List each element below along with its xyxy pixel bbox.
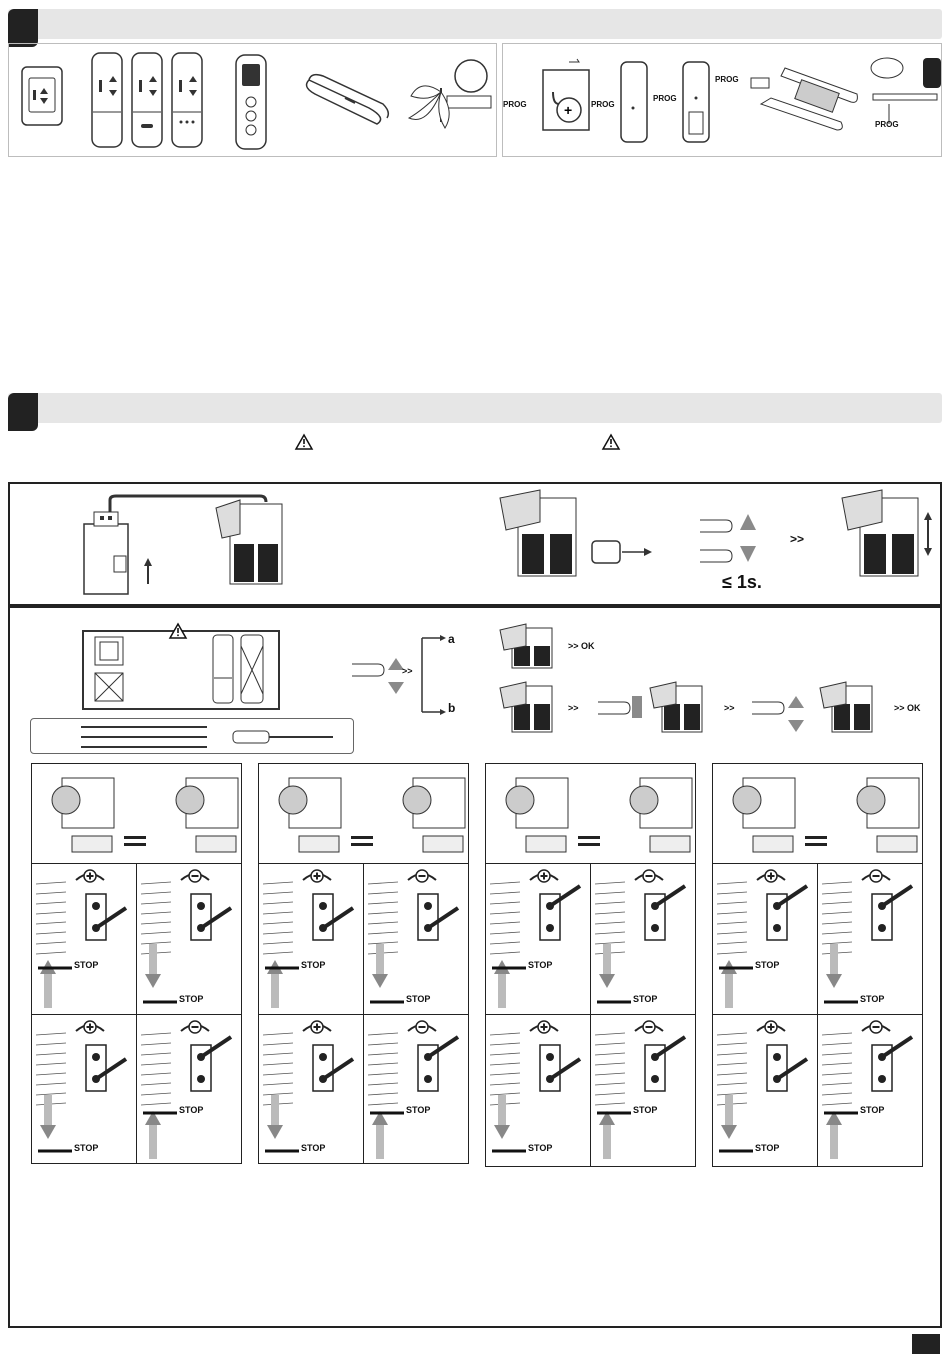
stop-label: STOP: [179, 994, 204, 1004]
section-2-marker: [8, 393, 38, 431]
warning-triangle-icon: [169, 623, 187, 639]
stop-label: STOP: [74, 1143, 99, 1153]
motor-head-comparison-icon: [713, 764, 922, 862]
power-on-check-panel: [8, 482, 942, 606]
ok-label-b: >> OK: [894, 703, 921, 713]
stop-label: STOP: [528, 1143, 553, 1153]
minus-limit-adjust-icon: [364, 1015, 468, 1163]
adjustment-rods-icon: [77, 723, 217, 749]
page-number-block: [912, 1334, 940, 1354]
shutter-up-icon: [496, 622, 556, 672]
stop-label: STOP: [528, 960, 553, 970]
prog-label-4: PROG: [715, 75, 739, 84]
arrow-pair-label-3: >>: [568, 703, 579, 713]
plus-limit-adjust-icon: [32, 864, 136, 1012]
branch-connector-icon: [420, 630, 450, 720]
switch-ok-icon: [94, 636, 124, 666]
motor-head-comparison-icon: [486, 764, 695, 862]
prog-label-5: PROG: [875, 120, 899, 129]
plus-limit-adjust-icon: [259, 1015, 363, 1163]
stop-label: STOP: [633, 994, 658, 1004]
stop-label: STOP: [406, 1105, 431, 1115]
stop-label: STOP: [74, 960, 99, 970]
shutter-awning-icon: [500, 488, 580, 578]
hand-press-updown-icon: [350, 650, 410, 700]
motor-head-comparison-icon: [259, 764, 468, 862]
minus-limit-adjust-icon: [818, 1015, 922, 1163]
section-1-bar: [8, 9, 942, 39]
sensor-module-icon: [299, 68, 391, 128]
minus-limit-adjust-icon: [364, 864, 468, 1012]
remote-not-allowed-icon: [240, 634, 264, 704]
wind-sensor-icon: [401, 52, 493, 148]
handheld-back-icon: [681, 54, 711, 146]
wall-switch-back-icon: [531, 60, 591, 140]
timing-label: ≤ 1s.: [722, 572, 762, 592]
press-button-icon: [590, 539, 660, 565]
prog-label-3: PROG: [653, 94, 677, 103]
option-a-label: a: [448, 632, 455, 646]
ok-label-a: >> OK: [568, 641, 595, 651]
stop-label: STOP: [301, 1143, 326, 1153]
prog-label-2: PROG: [591, 100, 615, 109]
hand-press-updown-icon: [750, 688, 810, 738]
minus-limit-adjust-icon: [591, 1015, 695, 1163]
minus-limit-adjust-icon: [591, 864, 695, 1012]
screwdriver-icon: [229, 727, 339, 747]
plus-limit-adjust-icon: [32, 1015, 136, 1163]
handheld-display-remote-icon: [235, 54, 267, 150]
plus-limit-adjust-icon: [259, 864, 363, 1012]
stop-label: STOP: [860, 1105, 885, 1115]
din-receiver-icon: [80, 494, 320, 600]
compatible-controls-panel: [8, 43, 497, 157]
shutter-moving-icon: [832, 488, 936, 578]
stop-label: STOP: [755, 960, 780, 970]
arrow-pair-label-4: >>: [724, 703, 735, 713]
motor-head-comparison-icon: [32, 764, 241, 862]
prog-label-1: PROG: [503, 100, 527, 109]
remote-back-icon: [619, 54, 649, 146]
prog-button-location-panel: [502, 43, 942, 157]
svg-text:+: +: [564, 102, 573, 118]
motor-grid-3: [485, 763, 696, 1167]
control-compatibility-box: [82, 630, 280, 710]
shutter-down-icon: [496, 680, 556, 736]
stop-label: STOP: [179, 1105, 204, 1115]
hand-press-button-icon: [596, 694, 644, 720]
tools-strip: [30, 718, 354, 754]
sensor-open-icon: [741, 64, 861, 134]
wall-switch-icon: [21, 66, 63, 126]
option-b-label: b: [448, 701, 456, 715]
shutter-reverse-icon: [646, 680, 712, 736]
motor-grid-4: [712, 763, 923, 1167]
minus-limit-adjust-icon: [137, 864, 241, 1012]
warning-triangle-icon: [602, 434, 620, 450]
minus-limit-adjust-icon: [818, 864, 922, 1012]
stop-label: STOP: [633, 1105, 658, 1115]
remote-multi-icon: [171, 52, 203, 148]
remote-dual-icon: [131, 52, 163, 148]
switch-not-allowed-icon: [94, 672, 124, 702]
plus-limit-adjust-icon: [713, 1015, 817, 1163]
stop-label: STOP: [406, 994, 431, 1004]
stop-label: STOP: [755, 1143, 780, 1153]
stop-label: STOP: [860, 994, 885, 1004]
hand-down-icon: [698, 542, 758, 566]
plus-limit-adjust-icon: [713, 864, 817, 1012]
minus-limit-adjust-icon: [137, 1015, 241, 1163]
section-1-marker: [8, 9, 38, 47]
arrow-pair-label: >>: [790, 532, 805, 546]
plus-limit-adjust-icon: [486, 864, 590, 1012]
motor-grid-1: [31, 763, 242, 1164]
section-2-bar: [8, 393, 942, 423]
warning-triangle-icon: [295, 434, 313, 450]
hand-up-icon: [698, 512, 758, 536]
remote-single-icon: [91, 52, 123, 148]
shutter-up-icon: [816, 680, 876, 736]
remote-ok-icon: [212, 634, 234, 704]
motor-grid-2: [258, 763, 469, 1164]
stop-label: STOP: [301, 960, 326, 970]
arrow-pair-label-2: >>: [402, 666, 413, 676]
plus-limit-adjust-icon: [486, 1015, 590, 1163]
